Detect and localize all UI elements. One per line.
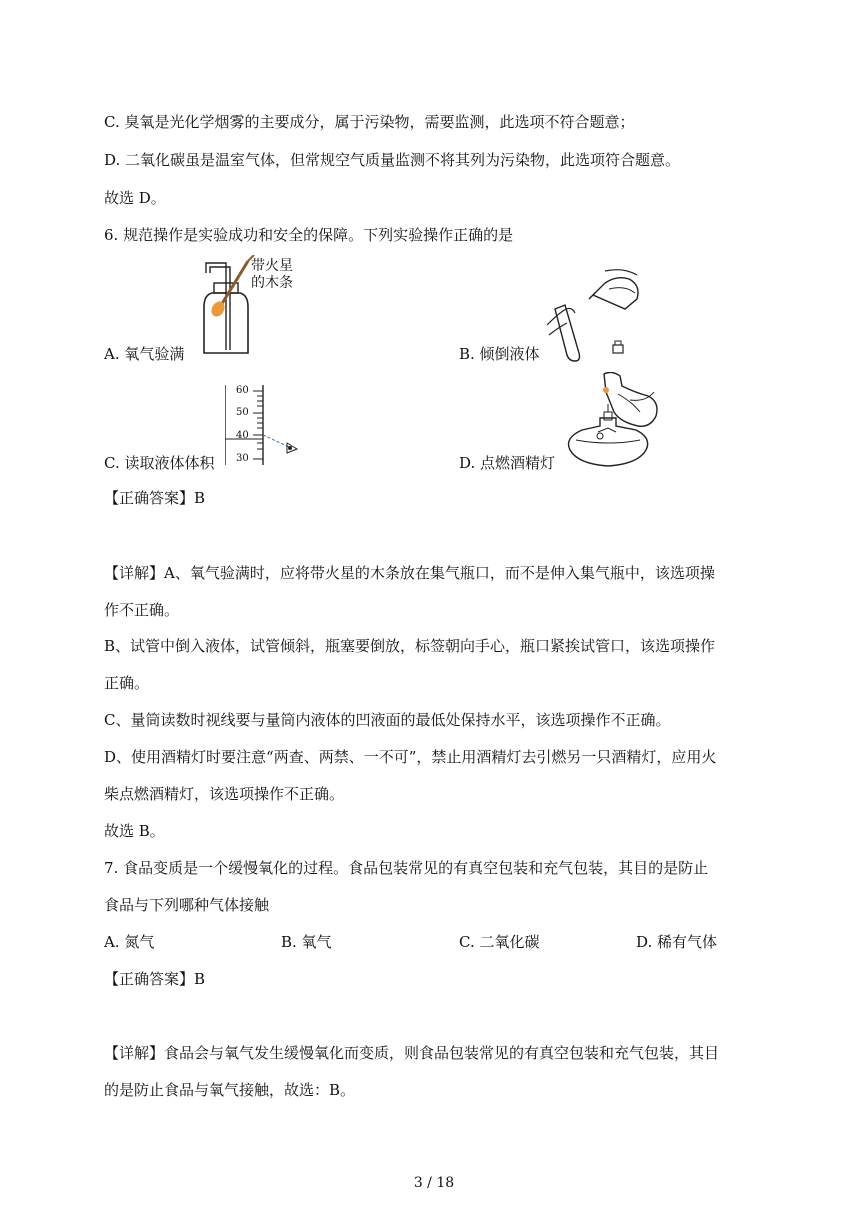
detail-6-line-7: 柴点燃酒精灯，该选项操作不正确。 <box>104 785 345 803</box>
page-number: 3 / 18 <box>413 1175 455 1191</box>
question-7-stem-1: 7. 食品变质是一个缓慢氧化的过程。食品包装常见的有真空包装和充气包装，其目的是防止 <box>104 859 709 877</box>
option-7c: C. 二氧化碳 <box>459 933 540 951</box>
tick-30: 30 <box>236 453 249 464</box>
detail-7-line-1: 【详解】食品会与氧气发生缓慢氧化而变质，则食品包装常见的有真空包装和充气包装，其目 <box>104 1044 720 1062</box>
detail-6-line-2: 作不正确。 <box>104 601 180 619</box>
tick-60: 60 <box>236 385 249 396</box>
option-6c: C. 读取液体体积 <box>104 454 215 472</box>
detail-6-line-3: B、试管中倒入液体，试管倾斜，瓶塞要倒放，标签朝向手心，瓶口紧挨试管口，该选项操作 <box>104 637 716 655</box>
question-6-stem: 6. 规范操作是实验成功和安全的保障。下列实验操作正确的是 <box>104 226 514 244</box>
question-7-stem-2: 食品与下列哪种气体接触 <box>104 896 270 914</box>
text-choose-d: 故选 D。 <box>104 189 166 207</box>
answer-6: 【正确答案】B <box>104 489 206 507</box>
tick-40: 40 <box>236 430 249 441</box>
option-6d: D. 点燃酒精灯 <box>459 454 556 472</box>
detail-6-line-1: 【详解】A、氧气验满时，应将带火星的木条放在集气瓶口，而不是伸入集气瓶中，该选项操 <box>104 564 715 582</box>
figure-a-label-1: 带火星 <box>251 258 293 274</box>
option-7d: D. 稀有气体 <box>636 933 718 951</box>
detail-6-line-4: 正确。 <box>104 674 150 692</box>
text-line-d: D. 二氧化碳虽是温室气体，但常规空气质量监测不将其列为污染物，此选项符合题意。 <box>104 151 681 169</box>
detail-6-line-8: 故选 B。 <box>104 822 165 840</box>
option-7b: B. 氧气 <box>281 933 332 951</box>
option-6a: A. 氧气验满 <box>104 345 185 363</box>
option-7a: A. 氮气 <box>104 933 155 951</box>
text-line-c: C. 臭氧是光化学烟雾的主要成分，属于污染物，需要监测，此选项不符合题意； <box>104 113 635 131</box>
option-6b: B. 倾倒液体 <box>459 345 540 363</box>
figure-pouring-liquid <box>545 265 645 365</box>
detail-6-line-6: D、使用酒精灯时要注意“两查、两禁、一不可”，禁止用酒精灯去引燃另一只酒精灯，应用火 <box>104 748 717 766</box>
detail-7-line-2: 的是防止食品与氧气接触，故选：B。 <box>104 1081 356 1099</box>
detail-6-line-5: C、量筒读数时视线要与量筒内液体的凹液面的最低处保持水平，该选项操作不正确。 <box>104 711 671 729</box>
tick-50: 50 <box>236 407 249 418</box>
figure-alcohol-lamp <box>560 372 670 472</box>
answer-7: 【正确答案】B <box>104 970 206 988</box>
figure-a-label-2: 的木条 <box>251 275 293 291</box>
